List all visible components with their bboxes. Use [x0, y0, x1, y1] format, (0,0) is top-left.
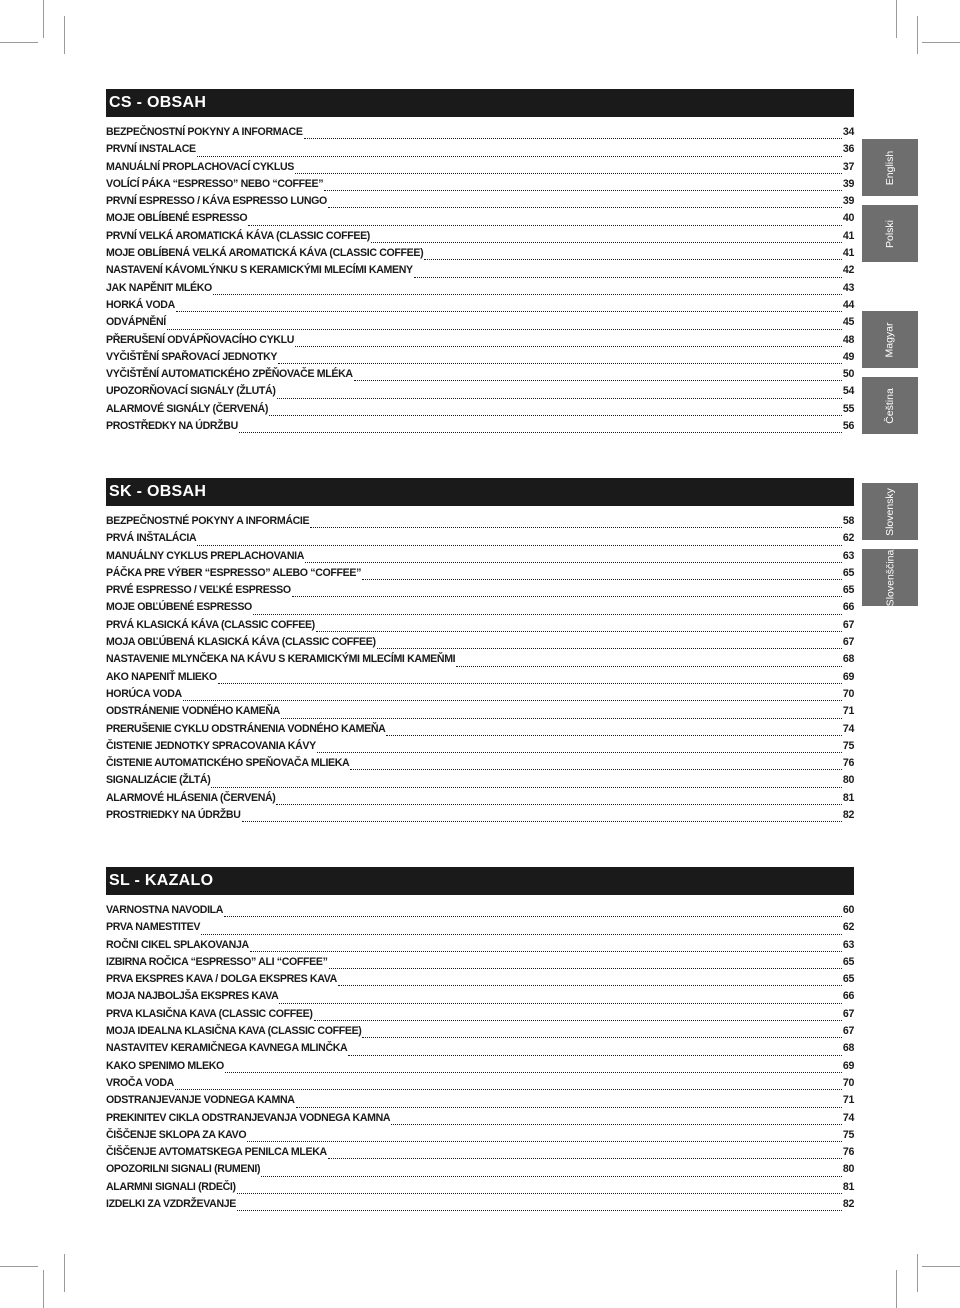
crop-mark	[64, 16, 65, 54]
toc-entry-page: 58	[842, 515, 854, 527]
toc-entry-page: 65	[842, 973, 854, 986]
dot-leader	[456, 658, 842, 667]
toc-entry-page: 68	[842, 653, 854, 666]
toc-entry[interactable]	[106, 334, 854, 351]
toc-entry-page: 65	[842, 566, 854, 579]
toc-entry-page: 42	[842, 264, 854, 277]
toc-entry[interactable]	[106, 143, 854, 160]
toc-entry-title: MOJE OBLÍBENÁ VELKÁ AROMATICKÁ KÁVA (CLASSIC COFFEE)	[106, 247, 424, 260]
dot-leader	[328, 1150, 842, 1159]
dot-leader	[362, 1029, 841, 1038]
toc-entry[interactable]	[106, 264, 854, 281]
dot-leader	[167, 321, 842, 330]
dot-leader	[197, 537, 842, 546]
toc-entry-title: PRVÁ INŠTALÁCIA	[106, 532, 197, 545]
toc-entry[interactable]	[106, 1181, 854, 1198]
toc-entry-page: 63	[842, 938, 854, 951]
toc-entry-page: 71	[842, 1094, 854, 1107]
dot-leader	[377, 640, 842, 649]
toc-entry-title: VARNOSTNA NAVODILA	[106, 904, 224, 916]
toc-entry-page: 60	[842, 904, 854, 916]
section-title: CS - OBSAH	[106, 89, 854, 117]
toc-entry-title: PRVÉ ESPRESSO / VEĽKÉ ESPRESSO	[106, 584, 291, 597]
dot-leader	[295, 165, 842, 174]
toc-entry-title: PRVA EKSPRES KAVA / DOLGA EKSPRES KAVA	[106, 973, 337, 986]
toc-entry[interactable]	[106, 1129, 854, 1146]
dot-leader	[414, 269, 842, 278]
toc-entry-page: 67	[842, 636, 854, 649]
toc-entry[interactable]	[106, 921, 854, 938]
toc-entry-title: NASTAVITEV KERAMIČNEGA KAVNEGA MLINČKA	[106, 1042, 348, 1055]
toc-entry-page: 62	[842, 921, 854, 934]
dot-leader	[371, 234, 842, 243]
toc-entry-title: ČIŠČENJE SKLOPA ZA KAVO	[106, 1128, 247, 1141]
dot-leader	[292, 588, 842, 597]
toc-entry[interactable]	[106, 601, 854, 618]
crop-mark	[896, 0, 897, 38]
dot-leader	[253, 606, 842, 615]
dot-leader	[277, 390, 842, 399]
toc-entry-page: 81	[842, 791, 854, 804]
language-tab-slovensky[interactable]	[862, 483, 918, 540]
toc-entry-page: 65	[842, 584, 854, 597]
toc-entry-page: 65	[842, 955, 854, 968]
toc-entry-title: UPOZORŇOVACÍ SIGNÁLY (ŽLUTÁ)	[106, 385, 276, 398]
toc-entry[interactable]	[106, 809, 854, 826]
toc-entry[interactable]	[106, 705, 854, 722]
dot-leader	[362, 571, 842, 580]
toc-entry[interactable]	[106, 636, 854, 653]
crop-mark	[922, 42, 960, 43]
toc-entry[interactable]	[106, 688, 854, 705]
dot-leader	[248, 217, 842, 226]
language-tab-label: English	[883, 150, 896, 185]
toc-entry-page: 45	[842, 316, 854, 329]
toc-entry-title: PRVA KLASIČNA KAVA (CLASSIC COFFEE)	[106, 1007, 313, 1020]
toc-entry-page: 39	[842, 195, 854, 208]
crop-mark	[922, 1266, 960, 1267]
toc-entry[interactable]	[106, 1198, 854, 1215]
toc-entry-title: SIGNALIZÁCIE (ŽLTÁ)	[106, 774, 211, 787]
crop-mark	[896, 1270, 897, 1308]
toc-entry-page: 49	[842, 350, 854, 363]
toc-entry[interactable]	[106, 178, 854, 195]
toc-list	[106, 515, 854, 826]
toc-entry[interactable]	[106, 515, 854, 532]
toc-entry-title: VYČIŠTĚNÍ AUTOMATICKÉHO ZPĚŇOVAČE MLÉKA	[106, 368, 353, 381]
toc-entry-title: MOJA IDEALNA KLASIČNA KAVA (CLASSIC COFFEE)	[106, 1025, 362, 1038]
language-tab-label: Slovenščina	[884, 549, 896, 606]
toc-entry-page: 71	[842, 705, 854, 718]
toc-entry-page: 63	[842, 549, 854, 562]
toc-entry-page: 75	[842, 1128, 854, 1141]
crop-mark	[64, 1254, 65, 1292]
toc-entry-page: 70	[842, 1076, 854, 1089]
toc-entry-title: MANUÁLNÍ PROPLACHOVACÍ CYKLUS	[106, 160, 294, 173]
dot-leader	[278, 355, 842, 364]
toc-entry[interactable]	[106, 385, 854, 402]
toc-entry-title: PROSTRIEDKY NA ÚDRŽBU	[106, 809, 241, 822]
toc-section-cs	[106, 89, 854, 437]
toc-entry[interactable]	[106, 1025, 854, 1042]
toc-entry[interactable]	[106, 368, 854, 385]
toc-entry-page: 80	[842, 1163, 854, 1176]
dot-leader	[237, 1185, 842, 1194]
toc-entry[interactable]	[106, 671, 854, 688]
toc-entry-title: PRERUŠENIE CYKLU ODSTRÁNENIA VODNÉHO KAMEŇA	[106, 722, 386, 735]
toc-entry-page: 81	[842, 1180, 854, 1193]
language-tab-label: Polski	[883, 219, 896, 248]
dot-leader	[386, 727, 841, 736]
toc-entry[interactable]	[106, 757, 854, 774]
toc-section-sl	[106, 867, 854, 1215]
toc-entry-page: 48	[842, 333, 854, 346]
dot-leader	[324, 182, 842, 191]
language-tab-label: Čeština	[883, 387, 896, 424]
language-tab-magyar[interactable]	[862, 311, 918, 368]
language-tab-polski[interactable]	[862, 205, 918, 262]
dot-leader	[269, 407, 842, 416]
crop-mark	[917, 1254, 918, 1292]
toc-entry[interactable]	[106, 723, 854, 740]
toc-entry-title: JAK NAPĚNIT MLÉKO	[106, 281, 212, 294]
toc-entry[interactable]	[106, 1112, 854, 1129]
dot-leader	[296, 1099, 842, 1108]
toc-entry-page: 67	[842, 618, 854, 631]
toc-entry-page: 82	[842, 1198, 854, 1211]
language-tab-label: Slovensky	[883, 487, 896, 536]
toc-entry-title: HORKÁ VODA	[106, 298, 175, 311]
toc-entry-page: 69	[842, 670, 854, 683]
section-title: SK - OBSAH	[106, 478, 854, 506]
toc-entry-title: PÁČKA PRE VÝBER “ESPRESSO” ALEBO “COFFEE”	[106, 566, 362, 579]
toc-entry-title: PRVÁ KLASICKÁ KÁVA (CLASSIC COFFEE)	[106, 618, 315, 631]
toc-entry-title: PRVNÍ ESPRESSO / KÁVA ESPRESSO LUNGO	[106, 195, 327, 208]
toc-entry[interactable]	[106, 126, 854, 143]
toc-entry[interactable]	[106, 956, 854, 973]
toc-entry-page: 44	[842, 298, 854, 311]
toc-entry-title: NASTAVENÍ KÁVOMLÝNKU S KERAMICKÝMI MLECÍMI KAMENY	[106, 264, 413, 277]
dot-leader	[211, 779, 842, 788]
dot-leader	[197, 148, 842, 157]
toc-entry-title: ODSTRANJEVANJE VODNEGA KAMNA	[106, 1094, 295, 1107]
dot-leader	[224, 908, 842, 917]
dot-leader	[247, 1133, 842, 1142]
language-tab-english[interactable]	[862, 139, 918, 196]
dot-leader	[281, 710, 842, 719]
toc-entry-page: 41	[842, 229, 854, 242]
language-tab-label: Magyar	[883, 321, 896, 358]
dot-leader	[213, 286, 842, 295]
dot-leader	[317, 744, 842, 753]
toc-entry[interactable]	[106, 532, 854, 549]
dot-leader	[295, 338, 842, 347]
toc-entry-page: 70	[842, 687, 854, 700]
toc-entry-title: IZDELKI ZA VZDRŽEVANJE	[106, 1198, 237, 1211]
toc-entry-title: ODVÁPNĚNÍ	[106, 316, 166, 329]
dot-leader	[329, 960, 842, 969]
toc-entry-page: 66	[842, 990, 854, 1003]
toc-entry-title: KAKO SPENIMO MLEKO	[106, 1059, 224, 1072]
toc-entry-title: PREKINITEV CIKLA ODSTRANJEVANJA VODNEGA KAMNA	[106, 1111, 391, 1124]
toc-entry[interactable]	[106, 1042, 854, 1059]
dot-leader	[350, 761, 842, 770]
toc-entry-title: VYČIŠTĚNÍ SPAŘOVACÍ JEDNOTKY	[106, 350, 278, 363]
toc-entry[interactable]	[106, 230, 854, 247]
toc-entry[interactable]	[106, 299, 854, 316]
toc-entry-page: 39	[842, 177, 854, 190]
toc-entry-page: 50	[842, 368, 854, 381]
toc-entry-page: 67	[842, 1007, 854, 1020]
dot-leader	[310, 519, 842, 528]
toc-list	[106, 126, 854, 437]
dot-leader	[276, 796, 841, 805]
toc-entry-title: PRVNÍ INSTALACE	[106, 143, 196, 156]
dot-leader	[261, 1168, 842, 1177]
toc-entry[interactable]	[106, 247, 854, 264]
toc-entry-title: ČIŠČENJE AVTOMATSKEGA PENILCA MLEKA	[106, 1146, 327, 1159]
toc-entry-page: 41	[842, 247, 854, 260]
dot-leader	[242, 813, 842, 822]
toc-entry-title: BEZPEČNOSTNÉ POKYNY A INFORMÁCIE	[106, 515, 310, 527]
toc-entry-title: ALARMOVÉ HLÁSENIA (ČERVENÁ)	[106, 791, 276, 804]
toc-entry-title: BEZPEČNOSTNÍ POKYNY A INFORMACE	[106, 126, 303, 138]
toc-entry-title: IZBIRNA ROČICA “ESPRESSO” ALI “COFFEE”	[106, 955, 328, 968]
toc-entry[interactable]	[106, 567, 854, 584]
dot-leader	[354, 372, 842, 381]
toc-entry-page: 54	[842, 385, 854, 398]
toc-entry-page: 80	[842, 774, 854, 787]
toc-entry[interactable]	[106, 1008, 854, 1025]
toc-entry[interactable]	[106, 351, 854, 368]
toc-entry[interactable]	[106, 1077, 854, 1094]
dot-leader	[314, 1012, 842, 1021]
toc-entry-title: VROČA VODA	[106, 1076, 174, 1089]
toc-entry-page: 56	[842, 420, 854, 433]
toc-entry[interactable]	[106, 740, 854, 757]
toc-entry[interactable]	[106, 1146, 854, 1163]
toc-entry-title: OPOZORILNI SIGNALI (RUMENI)	[106, 1163, 261, 1176]
toc-entry[interactable]	[106, 774, 854, 791]
dot-leader	[176, 303, 842, 312]
toc-entry-page: 67	[842, 1025, 854, 1038]
toc-entry-page: 36	[842, 143, 854, 156]
toc-entry[interactable]	[106, 403, 854, 420]
dot-leader	[279, 995, 841, 1004]
toc-entry-page: 76	[842, 1146, 854, 1159]
toc-entry-title: MOJE OBLÍBENÉ ESPRESSO	[106, 212, 248, 225]
toc-entry[interactable]	[106, 1163, 854, 1180]
dot-leader	[201, 926, 842, 935]
toc-entry-title: ODSTRÁNENIE VODNÉHO KAMEŇA	[106, 705, 280, 718]
language-tab-slovenscina[interactable]	[862, 549, 918, 606]
section-title: SL - KAZALO	[106, 867, 854, 895]
toc-entry-title: PROSTŘEDKY NA ÚDRŽBU	[106, 420, 238, 433]
toc-entry-title: ROČNI CIKEL SPLAKOVANJA	[106, 938, 249, 951]
toc-entry-page: 37	[842, 160, 854, 173]
crop-mark	[0, 42, 38, 43]
dot-leader	[305, 554, 842, 563]
toc-entry-title: HORÚCA VODA	[106, 687, 182, 700]
toc-entry[interactable]	[106, 212, 854, 229]
toc-entry[interactable]	[106, 619, 854, 636]
toc-entry-title: PRVNÍ VELKÁ AROMATICKÁ KÁVA (CLASSIC COFFEE)	[106, 229, 370, 242]
toc-entry[interactable]	[106, 904, 854, 921]
toc-entry[interactable]	[106, 584, 854, 601]
toc-entry[interactable]	[106, 990, 854, 1007]
toc-entry-title: VOLÍCÍ PÁKA “ESPRESSO” NEBO “COFFEE”	[106, 177, 324, 190]
toc-entry-title: PŘERUŠENÍ ODVÁPŇOVACÍHO CYKLU	[106, 333, 295, 346]
toc-entry-title: ALARMOVÉ SIGNÁLY (ČERVENÁ)	[106, 402, 268, 415]
dot-leader	[328, 199, 842, 208]
toc-entry[interactable]	[106, 973, 854, 990]
toc-entry-title: MOJE OBĽÚBENÉ ESPRESSO	[106, 601, 252, 614]
toc-entry[interactable]	[106, 1060, 854, 1077]
toc-entry[interactable]	[106, 939, 854, 956]
dot-leader	[183, 692, 842, 701]
dot-leader	[391, 1116, 842, 1125]
dot-leader	[338, 977, 842, 986]
toc-entry[interactable]	[106, 1094, 854, 1111]
toc-list	[106, 904, 854, 1215]
toc-entry-title: MOJA OBĽÚBENÁ KLASICKÁ KÁVA (CLASSIC COFFEE)	[106, 636, 376, 649]
toc-entry-page: 74	[842, 722, 854, 735]
dot-leader	[304, 130, 842, 139]
toc-entry[interactable]	[106, 195, 854, 212]
dot-leader	[237, 1202, 842, 1211]
toc-entry-page: 76	[842, 757, 854, 770]
toc-entry-page: 55	[842, 402, 854, 415]
toc-entry-page: 66	[842, 601, 854, 614]
toc-entry-title: MANUÁLNY CYKLUS PREPLACHOVANIA	[106, 549, 305, 562]
toc-entry-page: 75	[842, 739, 854, 752]
toc-entry[interactable]	[106, 653, 854, 670]
dot-leader	[175, 1081, 842, 1090]
dot-leader	[424, 251, 842, 260]
toc-section-sk	[106, 478, 854, 826]
crop-mark	[0, 1266, 38, 1267]
crop-mark	[43, 0, 44, 38]
dot-leader	[225, 1064, 842, 1073]
toc-entry[interactable]	[106, 316, 854, 333]
toc-entry-page: 40	[842, 212, 854, 225]
toc-entry-title: ČISTENIE JEDNOTKY SPRACOVANIA KÁVY	[106, 739, 316, 752]
crop-mark	[917, 16, 918, 54]
toc-entry[interactable]	[106, 161, 854, 178]
dot-leader	[250, 943, 842, 952]
dot-leader	[239, 424, 842, 433]
dot-leader	[218, 675, 842, 684]
toc-entry-page: 34	[842, 126, 854, 138]
toc-entry-title: ALARMNI SIGNALI (RDEČI)	[106, 1180, 236, 1193]
toc-entry[interactable]	[106, 282, 854, 299]
toc-entry[interactable]	[106, 550, 854, 567]
toc-entry-title: NASTAVENIE MLYNČEKA NA KÁVU S KERAMICKÝMI MLECÍMI KAMEŇMI	[106, 653, 456, 666]
toc-entry[interactable]	[106, 792, 854, 809]
toc-entry-title: MOJA NAJBOLJŠA EKSPRES KAVA	[106, 990, 279, 1003]
language-tab-cestina[interactable]	[862, 377, 918, 434]
toc-entry-page: 68	[842, 1042, 854, 1055]
crop-mark	[43, 1270, 44, 1308]
dot-leader	[348, 1047, 842, 1056]
toc-entry-page: 82	[842, 809, 854, 822]
toc-entry-page: 43	[842, 281, 854, 294]
toc-entry-page: 69	[842, 1059, 854, 1072]
toc-entry-title: PRVA NAMESTITEV	[106, 921, 201, 934]
toc-entry[interactable]	[106, 420, 854, 437]
toc-entry-title: AKO NAPENIŤ MLIEKO	[106, 670, 217, 683]
dot-leader	[316, 623, 842, 632]
toc-entry-page: 74	[842, 1111, 854, 1124]
toc-entry-page: 62	[842, 532, 854, 545]
toc-entry-title: ČISTENIE AUTOMATICKÉHO SPEŇOVAČA MLIEKA	[106, 757, 350, 770]
